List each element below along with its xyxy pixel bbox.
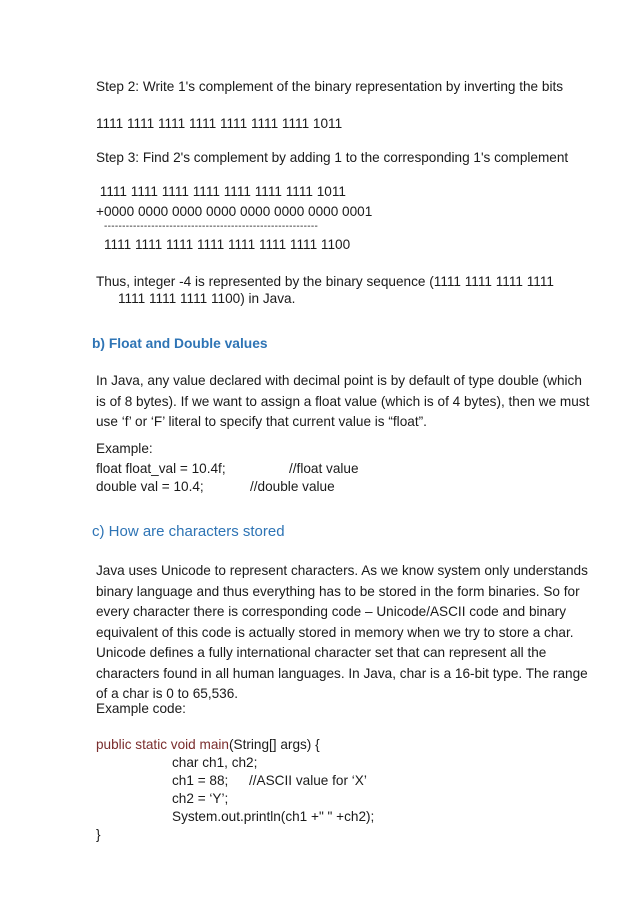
section-c-para1-line4: equivalent of this code is actually stored in memory when we try to store a char. — [96, 624, 574, 640]
section-b-para-line3: use ‘f’ or ‘F’ literal to specify that current value is “float”. — [96, 414, 427, 429]
section-b-code-line2: double val = 10.4; — [96, 479, 204, 494]
code-signature-keyword: public static void main — [96, 737, 229, 752]
section-b-code-line1: float float_val = 10.4f; — [96, 461, 226, 476]
code-close-brace: } — [96, 827, 101, 842]
thus-line2: 1111 1111 1111 1100) in Java. — [118, 291, 296, 306]
section-c-para2-line2: characters found in all human languages. In Java, char is a 16-bit type. The range — [96, 665, 588, 681]
step2-text: Step 2: Write 1's complement of the binary representation by inverting the bits — [96, 79, 564, 94]
step2-binary: 1111 1111 1111 1111 1111 1111 1111 1011 — [96, 116, 343, 131]
section-b-para-line1: In Java, any value declared with decimal point is by default of type double (which — [96, 373, 582, 388]
step3-result: 1111 1111 1111 1111 1111 1111 1111 1100 — [104, 237, 351, 252]
code-line2-comment: //ASCII value for ‘X’ — [249, 773, 367, 788]
section-b-code-comment1: //float value — [289, 461, 359, 476]
section-b-para-line2: is of 8 bytes). If we want to assign a float value (which is of 4 bytes), then we must — [96, 393, 590, 409]
section-c-heading: c) How are characters stored — [92, 523, 285, 540]
step3-text: Step 3: Find 2's complement by adding 1 to the corresponding 1's complement — [96, 150, 569, 165]
section-c-example-label: Example code: — [96, 701, 186, 716]
code-signature-rest: (String[] args) { — [228, 737, 320, 752]
code-line4: System.out.println(ch1 +" " +ch2); — [172, 809, 375, 824]
step3-line1: 1111 1111 1111 1111 1111 1111 1111 1011 — [96, 184, 346, 199]
code-signature — [96, 738, 320, 752]
step3-divider: ----------------------------------------------------------- — [104, 221, 319, 232]
section-c-para2-line1: Unicode defines a fully international character set that can represent all the — [96, 645, 547, 660]
section-c-para1-line2: binary language and thus everything has to be stored in the form binaries. So for — [96, 583, 580, 599]
section-b-example-label: Example: — [96, 441, 153, 456]
code-line1: char ch1, ch2; — [172, 755, 258, 770]
section-b-heading: b) Float and Double values — [92, 336, 268, 351]
section-b-code-comment2: //double value — [250, 479, 335, 494]
section-b-paragraph — [96, 371, 599, 433]
code-line2: ch1 = 88; — [172, 773, 229, 788]
section-c-paragraph1 — [96, 561, 599, 705]
thus-paragraph — [96, 272, 599, 293]
section-c-para1-line1: Java uses Unicode to represent characters. As we know system only understands — [96, 563, 588, 578]
code-line3: ch2 = ‘Y’; — [172, 791, 229, 806]
section-c-para1-line3: every character there is corresponding code – Unicode/ASCII code and binary — [96, 604, 566, 619]
thus-line1: Thus, integer -4 is represented by the binary sequence (1111 1111 1111 1111 — [96, 274, 554, 289]
step3-line2: +0000 0000 0000 0000 0000 0000 0000 0001 — [96, 204, 373, 219]
section-c-para2-line3: of a char is 0 to 65,536. — [96, 686, 239, 701]
